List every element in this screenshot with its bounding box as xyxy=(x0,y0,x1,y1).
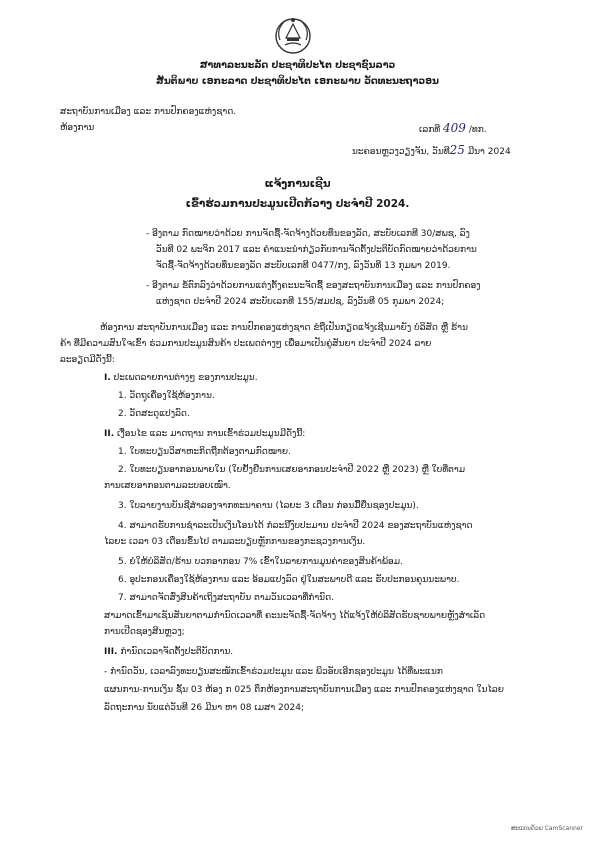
section2-item: 5. ຍໍໃຫ້ບໍລິສັດ/ຮ້ານ ບວກອາກອນ 7% ເຂົ້າໃນລາຍການມູນຄ່າຂອງສິນຄ້າພ້ອມ. xyxy=(118,557,403,567)
section3-item: ລັດຖະການ ນັບແຕ່ວັນທີ 26 ມີນາ ຫາ 08 ເມສາ 2024; xyxy=(104,703,304,713)
intro-line: ຫ້ອງການ ສະຖາບັນການເມືອງ ແລະ ການປົກຄອງແຫ່ງຊາດ ຂໍຖືເປັນກຽດແຈ້ງເຊີນມາຍັງ ບໍລິສັດ ຫຼື ຮ້ານ xyxy=(100,323,468,333)
document-title: ແຈ້ງການເຊີນ xyxy=(264,178,331,190)
section3-title: ກໍານົດເວລາຈັດຕັ້ງປະຕິບັດການ. xyxy=(120,647,234,657)
scanner-watermark: ສະແກນດ້ວຍ CamScanner xyxy=(510,825,583,832)
header-motto: ສັນຕິພາບ ເອກະລາດ ປະຊາທິປະໄຕ ເອກະພາບ ວັດທະນະຖາວອນ xyxy=(156,76,439,87)
reference-no-suffix: /ທກ. xyxy=(468,125,487,135)
reference-place-date xyxy=(352,144,511,158)
place-date-suffix: ມີນາ 2024 xyxy=(467,147,511,157)
sender-org: ສະຖາບັນການເມືອງ ແລະ ການປົກຄອງແຫ່ງຊາດ. xyxy=(60,107,237,117)
section1-item: 2. ວັດສະດຸແປງລົດ. xyxy=(118,409,190,419)
date-day-handwritten: 25 xyxy=(449,143,465,157)
basis-line: - ອີງຕາມ ຂໍ້ຕົກລົງວ່າດ້ວຍການແຕ່ງຕັ້ງຄະນະຈັດຊື້ ຂອງສະຖາບັນການເມືອງ ແລະ ການປົກຄອງ xyxy=(146,281,481,291)
section1-title: ປະເພດລາຍການຕ່າງໆ ຂອງການປະມູນ. xyxy=(113,373,258,383)
section3-number: III. xyxy=(104,647,118,657)
basis-line: - ອີງຕາມ ກົດໝາຍວ່າດ້ວຍ ການຈັດຊື້-ຈັດຈ້າງດ້ວຍທຶນຂອງລັດ, ສະບັບເລກທີ 30/ສພຊ, ລົງ xyxy=(146,229,470,239)
section2-item: ການເສຍອາກອນຕາມລະບອບເໝົາ. xyxy=(104,481,231,491)
basis-line: ວັນທີ 02 ພະຈິກ 2017 ແລະ ຄໍາແນະນໍາກ່ຽວກັບການຈັດຕັ້ງປະຕິບັດກົດໝາຍວ່າດ້ວຍການ xyxy=(156,245,477,255)
section1-number: I. xyxy=(104,373,111,383)
section1-heading xyxy=(104,372,258,384)
national-emblem-icon xyxy=(272,14,314,56)
header-country: ສາທາລະນະລັດ ປະຊາທິປະໄຕ ປະຊາຊົນລາວ xyxy=(199,60,396,71)
section3-item: ແຜນການ-ການເງິນ ຊັ້ນ 03 ຫ້ອງ ກ 025 ຕຶກຫ້ອງການສະຖາບັນການເມືອງ ແລະ ການປົກຄອງແຫ່ງຊາດ ໃນໄລຍ xyxy=(104,685,504,695)
section1-item: 1. ວັດຖຸເຄື່ອງໃຊ້ຫ້ອງການ. xyxy=(118,391,215,401)
section2-item: 1. ໃບທະບຽນວິສາຫະກິດຖືກຕ້ອງຕາມກົດໝາຍ. xyxy=(118,447,291,457)
section2-item: 2. ໃບທະບຽນອາກອນພາຍໃນ (ໃບຢັ້ງຢືນການເສຍອາກອນປະຈໍາປີ 2022 ຫຼື 2023) ຫຼື ໃບທີ່ຕາມ xyxy=(118,465,466,475)
section2-item: ໄລຍະ ເວລາ 03 ເດືອນຂຶ້ນໄປ ຕາມລະບຽບຫຼັກການຂອງກະຊວງການເງິນ. xyxy=(104,537,366,547)
section2-title: ເງື່ອນໄຂ ແລະ ມາດຖານ ການເຂົ້າຮ່ວມປະມູນມີດັ່ງນີ້: xyxy=(117,429,306,439)
section3-heading xyxy=(104,646,233,658)
section2-item: 7. ສາມາດຈັດສົ່ງສິນຄ້າເຖິງສະຖາບັນ ຕາມວັນເວລາທີ່ກໍານົດ. xyxy=(118,593,334,603)
section3-item: - ກໍານົດວັນ, ເວລາລົງທະບຽນສະໝັກເຂົ້າຮ່ວມປະມູນ ແລະ ພິວອັບເອີກຊອງປະມູນ ໄດ້ທີ່ພະແນກ xyxy=(104,667,443,677)
basis-line: ແຫ່ງຊາດ ປະຈໍາປີ 2024 ສະບັບເລກທີ 155/ສມປຊ, ລົງວັນທີ 05 ກຸມພາ 2024; xyxy=(156,297,445,307)
section2-heading xyxy=(104,428,305,440)
intro-line: ຄ້າ ທີ່ມີຄວາມສົນໃຈເຂົ້າ ຮ່ວມການປະມູນສິນຄ້າ ປະເພດຕ່າງໆ ເພື່ອມາເປັນຄູ່ສັນຍາ ປະຈໍາປີ 2024 ລາຍ xyxy=(60,339,432,349)
section2-number: II. xyxy=(104,429,115,439)
section2-note: ສາມາດເຂົ້າມາເຊັນສັນຍາຕາມກໍານົດເວລາທີ່ ຄະນະຈັດຊື້-ຈັດຈ້າງ ໄດ້ແຈ້ງໃຫ້ບໍລິສັດຮັບຊາບພາຍຫຼັງສໍາເລັດ xyxy=(104,611,486,621)
reference-number xyxy=(419,122,487,136)
intro-line: ລະອຽດມີດັ່ງນີ້: xyxy=(60,355,115,365)
section2-item: 6. ອຸປະກອນເຄື່ອງໃຊ້ຫ້ອງການ ແລະ ອ້ອມແປງລົດ ຢູ່ໃນສະພາບດີ ແລະ ຮັບປະກອນຄຸນນະພາບ. xyxy=(118,575,460,585)
basis-line: ຈັດຊື້-ຈັດຈ້າງດ້ວຍທຶນຂອງລັດ ສະບັບເລກທີ 0477/ກງ, ລົງວັນທີ 13 ກຸມພາ 2019. xyxy=(156,261,451,271)
reference-no-handwritten: 409 xyxy=(443,121,466,135)
place-date-prefix: ນະຄອນຫຼວງວຽງຈັນ, ວັນທີ xyxy=(352,147,450,157)
reference-no-label: ເລກທີ xyxy=(419,125,441,135)
section2-item: 3. ໃບລາຍງານບັນຊີສໍາລອງຈາກທະນາຄານ (ໄລຍະ 3 ເດືອນ ກ່ອນມື້ຍື່ນຊອງປະມູນ). xyxy=(118,501,419,511)
sender-dept: ຫ້ອງການ xyxy=(60,123,95,133)
section2-item: 4. ສາມາດຮັບການຊໍາລະເປັນເງິນໂອນໄດ້ ກໍລະນີງົບປະມານ ປະຈໍາປີ 2024 ຂອງສະຖາບັນແຫ່ງຊາດ xyxy=(118,521,473,531)
section2-note: ການເປີດຊອງສິນຫຼວງ; xyxy=(104,627,185,637)
document-subtitle: ເຂົ້າຮ່ວມການປະມູນເປີດກ້ວາງ ປະຈໍາປີ 2024. xyxy=(185,198,410,210)
